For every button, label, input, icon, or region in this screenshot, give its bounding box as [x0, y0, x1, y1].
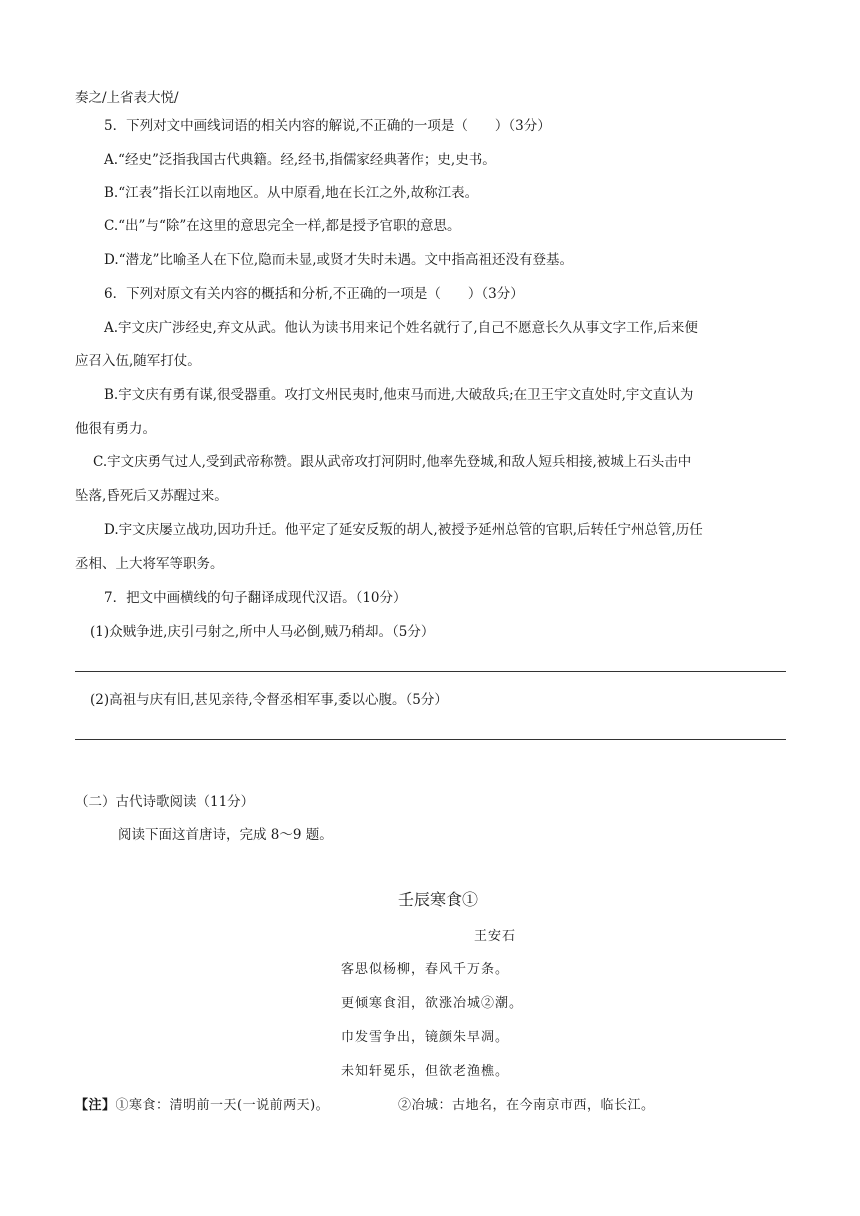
- question-5-option-c: C.“出”与“除”在这里的意思完全一样,都是授予官职的意思。: [104, 218, 461, 234]
- poem-note: [75, 1096, 329, 1116]
- poem-line-4: 未知轩冕乐，但欲老渔樵。: [341, 1064, 510, 1079]
- question-6-option-b-line2: 他很有勇力。: [75, 421, 156, 437]
- question-5-stem: 5．下列对文中画线词语的相关内容的解说,不正确的一项是（ ）（3分）: [104, 118, 551, 134]
- answer-line-1: [75, 671, 786, 672]
- question-6-stem: 6．下列对原文有关内容的概括和分析,不正确的一项是（ ）（3分）: [104, 286, 524, 302]
- note-item-2: ②冶城：古地名，在今南京市西，临长江。: [398, 1098, 655, 1113]
- question-6-option-d-line1: D.宇文庆屡立战功,因功升迁。他平定了延安反叛的胡人,被授予延州总管的官职,后转任宁州总管,历任: [104, 522, 703, 538]
- question-6-option-b-line1: B.宇文庆有勇有谋,很受器重。攻打文州民夷时,他束马而进,大破敌兵;在卫王宇文直处时,宇文直认为: [104, 387, 694, 403]
- question-5-option-a: A.“经史”泛指我国古代典籍。经,经书,指儒家经典著作；史,史书。: [104, 152, 496, 168]
- answer-line-2: [75, 739, 786, 740]
- poem-line-1: 客思似杨柳，春风千万条。: [341, 962, 510, 977]
- question-6-option-d-line2: 丞相、上大将军等职务。: [75, 556, 224, 572]
- question-7-stem: 7．把文中画横线的句子翻译成现代汉语。（10分）: [104, 590, 407, 606]
- poem-author: 王安石: [474, 929, 517, 944]
- poem-line-3: 巾发雪争出，镜颜朱早凋。: [341, 1030, 510, 1045]
- section-2-heading: （二）古代诗歌阅读（11分）: [75, 794, 255, 810]
- poem-line-2: 更倾寒食泪，欲涨冶城②潮。: [341, 996, 524, 1011]
- note-tag: 【注】: [75, 1098, 116, 1113]
- note-item-1: ①寒食：清明前一天(一说前两天)。: [115, 1098, 330, 1113]
- fragment-top: 奏之/上省表大悦/: [75, 90, 179, 106]
- question-6-option-a-line1: A.宇文庆广涉经史,弃文从武。他认为读书用来记个姓名就行了,自己不愿意长久从事文字工作,后来便: [104, 320, 698, 336]
- question-6-option-c-line2: 坠落,昏死后又苏醒过来。: [75, 488, 228, 504]
- question-5-option-b: B.“江表”指长江以南地区。从中原看,地在长江之外,故称江表。: [104, 185, 479, 201]
- question-6-option-a-line2: 应召入伍,随军打仗。: [75, 353, 201, 369]
- poem-title: 壬辰寒食①: [398, 890, 479, 909]
- section-2-instruction: 阅读下面这首唐诗，完成 8～9 题。: [118, 827, 333, 843]
- question-7-item-1: (1)众贼争进,庆引弓射之,所中人马必倒,贼乃稍却。（5分）: [90, 624, 435, 640]
- question-7-item-2: (2)高祖与庆有旧,甚见亲待,令督丞相军事,委以心腹。（5分）: [90, 692, 448, 708]
- question-6-option-c-line1: C.宇文庆勇气过人,受到武帝称赞。跟从武帝攻打河阴时,他率先登城,和敌人短兵相接,被城上石头击中: [93, 454, 692, 470]
- question-5-option-d: D.“潜龙”比喻圣人在下位,隐而未显,或贤才失时未遇。文中指高祖还没有登基。: [104, 252, 574, 268]
